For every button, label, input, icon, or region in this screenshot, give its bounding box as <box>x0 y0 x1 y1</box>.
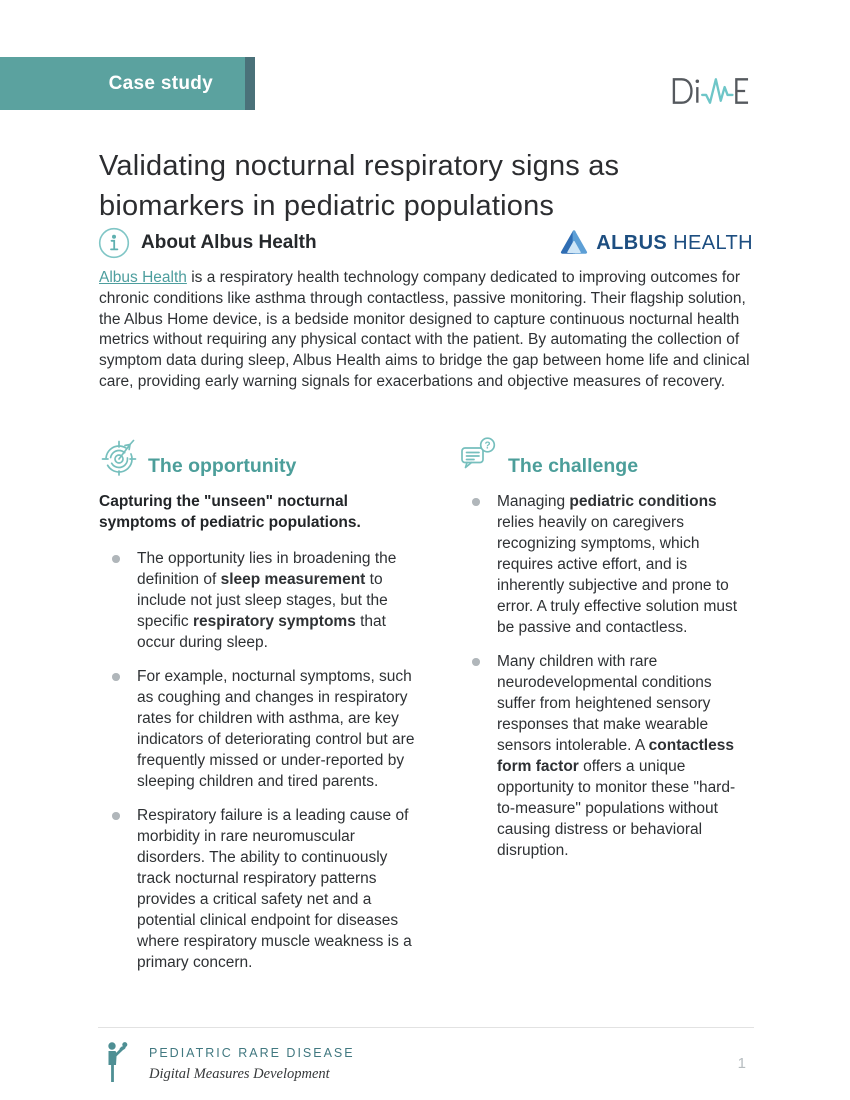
challenge-heading: The challenge <box>508 455 639 477</box>
case-study-banner <box>0 57 255 110</box>
challenge-column <box>459 435 753 986</box>
question-mark-glyph: ? <box>484 440 491 452</box>
banner-edge <box>245 57 255 110</box>
adult-holding-child-icon <box>103 1038 133 1088</box>
about-paragraph: Albus Health is a respiratory health technology company dedicated to improving outcomes for chronic conditions like asthma through contactless, passive monitoring. Their flagship solution, the Albus Home device, is a bedside monitor designed to capture continuous nocturnal health metrics without requiring any physical contact with the patient. By automating the collection of symptom data during sleep, Albus Health aims to bridge the gap between home life and clinical care, providing early warning signals for exacerbations and objective measures of recovery. <box>99 269 750 390</box>
page-footer <box>98 1027 754 1088</box>
opportunity-bullet: Respiratory failure is a leading cause of morbidity in rare neuromuscular disorders. The ability to continuously track nocturnal respiratory patterns provides a critical safety net and a potential clinical endpoint for diseases where respiratory muscle weakness is a primary concern. <box>99 805 421 973</box>
challenge-bullet: Many children with rare neurodevelopmental conditions suffer from heightened sensory responses that make wearable sensors intolerable. A contactless form factor offers a unique opportunity to monitor these "hard-to-measure" populations without causing distress or behavioral disruption. <box>459 651 753 861</box>
challenge-header <box>459 435 753 478</box>
footer-subtitle: Digital Measures Development <box>149 1065 330 1082</box>
albus-health-logo <box>560 229 753 257</box>
target-dart-icon <box>99 435 139 477</box>
opportunity-heading: The opportunity <box>148 455 297 477</box>
info-icon <box>97 226 131 260</box>
dime-logo-icon <box>670 73 750 109</box>
chat-question-icon <box>459 435 499 477</box>
challenge-bullet: Managing pediatric conditions relies heavily on caregivers recognizing symptoms, which requires active effort, and is inherently subjective and prone to error. A truly effective solution must be passive and contactless. <box>459 491 753 638</box>
albus-health-link[interactable]: Albus Health <box>99 269 187 286</box>
footer-program-title: PEDIATRIC RARE DISEASE <box>149 1045 355 1060</box>
page-title: Validating nocturnal respiratory signs as biomarkers in pediatric populations <box>99 150 620 223</box>
opportunity-bullet: For example, nocturnal symptoms, such as coughing and changes in respiratory rates for children with asthma, are key indicators of deteriorating control but are frequently missed or under-reported by sleeping children and tired parents. <box>99 666 421 792</box>
about-section-header <box>97 226 753 260</box>
albus-health-logo-icon <box>560 229 588 257</box>
banner-label: Case study <box>108 72 213 94</box>
challenge-bullet-list <box>459 491 753 861</box>
opportunity-lead: Capturing the "unseen" nocturnal symptoms of pediatric populations. <box>99 493 361 531</box>
opportunity-bullet-list <box>99 548 421 973</box>
opportunity-bullet: The opportunity lies in broadening the definition of sleep measurement to include not just sleep stages, but the specific respiratory symptoms that occur during sleep. <box>99 548 421 653</box>
opportunity-header <box>99 435 421 478</box>
opportunity-column <box>99 435 421 986</box>
dime-logo <box>670 73 750 109</box>
albus-logo-primary-text: ALBUS <box>596 231 668 254</box>
about-heading: About Albus Health <box>141 232 317 253</box>
footer-text-block <box>149 1044 355 1083</box>
page-number: 1 <box>737 1054 746 1072</box>
content-columns <box>99 435 755 986</box>
albus-logo-secondary-text: HEALTH <box>673 231 753 254</box>
